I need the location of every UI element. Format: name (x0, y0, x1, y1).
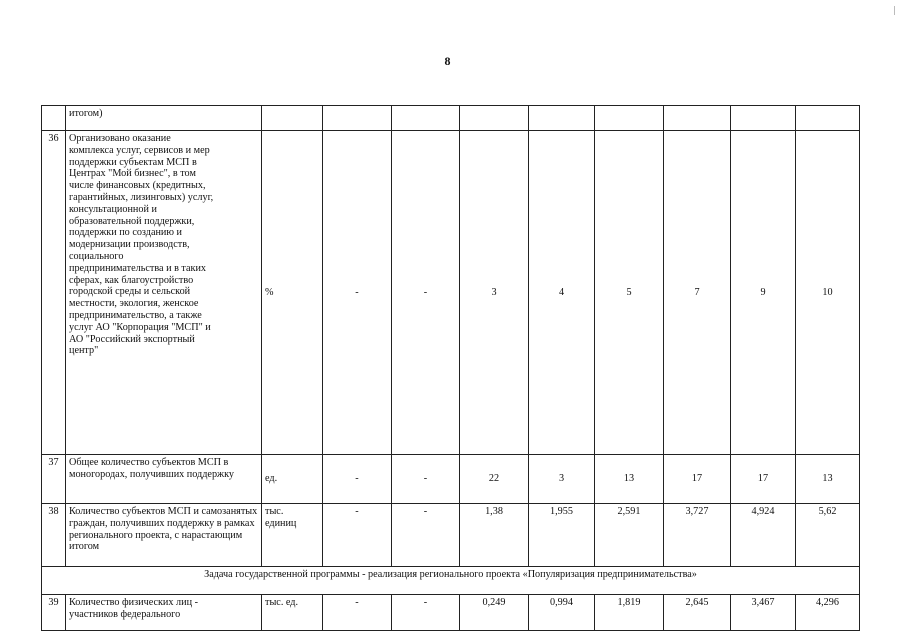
value-cell: 4,924 (731, 504, 796, 567)
value-cell: 0,994 (529, 595, 595, 631)
value-cell: 3 (460, 131, 529, 455)
value-cell (664, 106, 731, 131)
row-number-cell: 37 (42, 455, 66, 504)
value-cell: 13 (595, 455, 664, 504)
scan-edge-mark (894, 6, 895, 15)
value-cell: 1,38 (460, 504, 529, 567)
table-row-continued (42, 106, 860, 131)
value-cell: 13 (796, 455, 860, 504)
unit-cell (262, 106, 323, 131)
table-row-38 (42, 504, 860, 567)
value-cell: 4 (529, 131, 595, 455)
unit-cell: тыс. единиц (262, 504, 323, 567)
value-cell: 17 (731, 455, 796, 504)
value-cell: 7 (664, 131, 731, 455)
row-number-cell: 38 (42, 504, 66, 567)
task-heading-cell: Задача государственной программы - реализация регионального проекта «Популяризация предпринимательства» (42, 567, 860, 595)
value-cell: 2,645 (664, 595, 731, 631)
value-cell: 22 (460, 455, 529, 504)
value-cell: - (323, 504, 392, 567)
page-number: 8 (444, 54, 451, 68)
value-cell (392, 106, 460, 131)
indicators-table (41, 105, 860, 631)
value-cell (731, 106, 796, 131)
value-cell: 5 (595, 131, 664, 455)
value-cell: 2,591 (595, 504, 664, 567)
value-cell (595, 106, 664, 131)
value-cell: 0,249 (460, 595, 529, 631)
row-number-cell (42, 106, 66, 131)
table-row-task (42, 567, 860, 595)
value-cell: 3 (529, 455, 595, 504)
value-cell: 9 (731, 131, 796, 455)
unit-cell: % (262, 131, 323, 455)
value-cell: - (323, 455, 392, 504)
indicator-name-cell: итогом) (66, 106, 262, 131)
value-cell: - (392, 504, 460, 567)
value-cell: 3,467 (731, 595, 796, 631)
value-cell: 5,62 (796, 504, 860, 567)
value-cell (323, 106, 392, 131)
table-row-37 (42, 455, 860, 504)
unit-cell: тыс. ед. (262, 595, 323, 631)
table-row-36 (42, 131, 860, 455)
value-cell: 4,296 (796, 595, 860, 631)
value-cell (529, 106, 595, 131)
value-cell: - (392, 595, 460, 631)
value-cell: 10 (796, 131, 860, 455)
indicator-name-cell: Общее количество субъектов МСП в моногородах, получивших поддержку (66, 455, 262, 504)
value-cell: - (323, 131, 392, 455)
value-cell: 3,727 (664, 504, 731, 567)
indicator-name-cell: Количество физических лиц - участников федерального (66, 595, 262, 631)
indicator-name-cell: Количество субъектов МСП и самозанятых граждан, получивших поддержку в рамках регионального проекта, с нарастающим итогом (66, 504, 262, 567)
value-cell: - (323, 595, 392, 631)
unit-cell: ед. (262, 455, 323, 504)
row-number-cell: 39 (42, 595, 66, 631)
value-cell: - (392, 455, 460, 504)
value-cell: 1,819 (595, 595, 664, 631)
value-cell: - (392, 131, 460, 455)
value-cell (796, 106, 860, 131)
row-number-cell: 36 (42, 131, 66, 455)
indicator-name-cell: Организовано оказание комплекса услуг, сервисов и мер поддержки субъектам МСП в Центрах "Мой бизнес", в том числе финансовых (кредитных, гарантийных, лизинговых) услуг, консультационной и образовательной поддержки, поддержки по созданию и модернизации производств, социального предпринимательства и в таких сферах, как благоустройство городской среды и сельской местности, экология, женское предпринимательство, а также услуг АО "Корпорация "МСП" и АО "Российский экспортный центр" (66, 131, 262, 455)
value-cell: 1,955 (529, 504, 595, 567)
value-cell: 17 (664, 455, 731, 504)
table-row-39 (42, 595, 860, 631)
value-cell (460, 106, 529, 131)
